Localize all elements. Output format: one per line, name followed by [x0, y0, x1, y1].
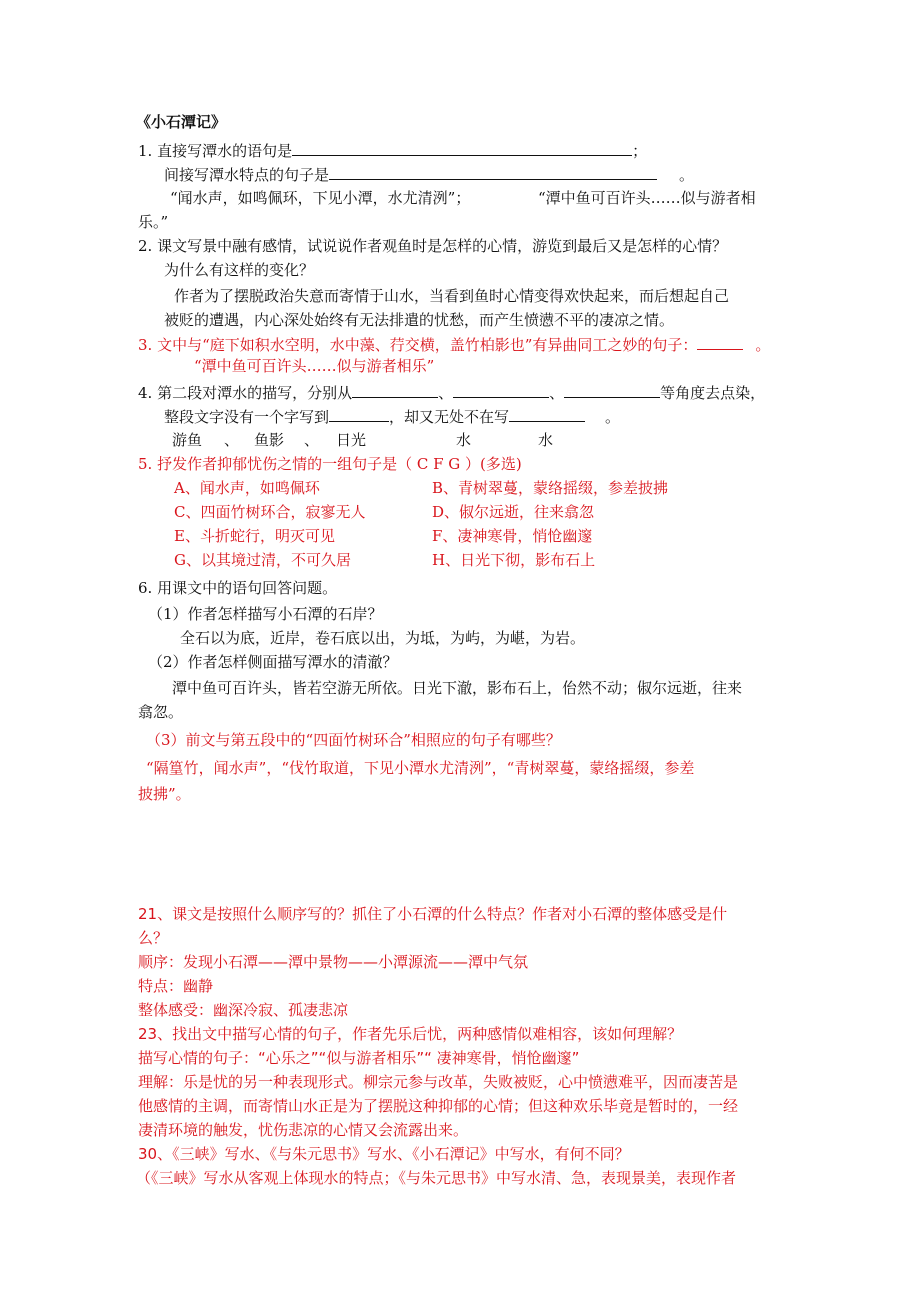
q23-explain-3: 凄清环境的触发，忧伤悲凉的心情又会流露出来。 [138, 1121, 469, 1139]
question-21-line-2: 么？ [138, 929, 169, 947]
q5-option-a: A、闻水声，如鸣佩环 [174, 479, 320, 497]
q2-answer-1: 作者为了摆脱政治失意而寄情于山水，当看到鱼时心情变得欢快起来，而后想起自己 [174, 287, 730, 305]
q1-answer-a: “闻水声，如鸣佩环，下见小潭，水尤清洌”； [170, 189, 471, 207]
q1-prompt-2: 间接写潭水特点的句子是 [164, 166, 330, 184]
question-2-line-2: 为什么有这样的变化？ [164, 261, 315, 279]
q4-answer-3: 日光 [336, 431, 367, 449]
question-6: 6. 用课文中的语句回答问题。 [138, 579, 338, 597]
q5-option-f: F、凄神寒骨，悄怆幽邃 [432, 527, 593, 545]
q23-explain-1: 理解：乐是忧的另一种表现形式。柳宗元参与改革，失败被贬，心中愤懑难平，因而凄苦是 [138, 1073, 739, 1091]
q4-answer-2: 鱼影 [254, 431, 285, 449]
q21-feature: 特点：幽静 [138, 977, 214, 995]
question-2-line-1: 2. 课文写景中融有感情，试说说作者观鱼时是怎样的心情，游览到最后又是怎样的心情？ [138, 237, 728, 255]
q4-blank-4 [329, 406, 389, 422]
q23-sentences: 描写心情的句子：“心乐之”“似与游者相乐”“ 凄神寒骨，悄怆幽邃” [138, 1049, 580, 1067]
q1-answer-blank-1 [292, 140, 632, 156]
q6-sub-3: （3）前文与第五段中的“四面竹树环合”相照应的句子有哪些？ [146, 731, 561, 749]
q4-blank-5 [509, 406, 585, 422]
q6-sub-3-answer-1: “隔篁竹，闻水声”，“伐竹取道，下见小潭水尤清洌”，“青树翠蔓，蒙络摇缀，参差 [146, 759, 695, 777]
q4-answer-5: 水 [538, 431, 554, 449]
question-1-line-2 [164, 164, 694, 185]
q4-punct: 。 [605, 408, 621, 426]
q3-prompt: 3. 文中与“庭下如积水空明，水中藻、荇交横，盖竹柏影也”有异曲同工之妙的句子： [138, 336, 698, 354]
q4-answer-sep-1: 、 [224, 431, 240, 449]
q4-prompt: 4. 第二段对潭水的描写，分别从 [138, 384, 353, 402]
q1-punct: ； [632, 142, 648, 160]
q5-option-d: D、俶尔远逝，往来翕忽 [432, 503, 595, 521]
q4-blank-1 [352, 382, 438, 398]
q2-answer-2: 被贬的遭遇，内心深处始终有无法排遣的忧愁，而产生愤懑不平的凄凉之情。 [164, 311, 675, 329]
q5-option-c: C、四面竹树环合，寂寥无人 [174, 503, 366, 521]
q4-prompt-2: 整段文字没有一个字写到 [164, 408, 330, 426]
q4-answer-4: 水 [456, 431, 472, 449]
question-4-line-1 [138, 382, 765, 403]
q3-punct: 。 [755, 336, 771, 354]
q1-prompt: 1. 直接写潭水的语句是 [138, 142, 293, 160]
q1-answer-c: 乐。” [138, 213, 169, 231]
q6-sub-2-answer-1: 潭中鱼可百许头，皆若空游无所依。日光下澈，影布石上，佁然不动；俶尔远逝，往来 [172, 679, 743, 697]
q30-answer: （《三峡》写水从客观上体现水的特点；《与朱元思书》中写水清、急，表现景美，表现作者 [136, 1169, 737, 1187]
q5-option-e: E、斗折蛇行，明灭可见 [174, 527, 335, 545]
q5-option-h: H、日光下彻，影布石上 [432, 551, 596, 569]
question-5: 5. 抒发作者抑郁忧伤之情的一组句子是（ C F G ）(多选) [138, 455, 522, 473]
question-4-line-2 [164, 406, 620, 427]
q21-feeling: 整体感受：幽深冷寂、孤凄悲凉 [138, 1001, 349, 1019]
question-30: 30、《三峡》写水、《与朱元思书》写水、《小石潭记》中写水，有何不同？ [138, 1145, 630, 1163]
q6-sub-2-answer-2: 翕忽。 [138, 703, 184, 721]
q23-explain-2: 他感情的主调，而寄情山水正是为了摆脱这种抑郁的心情；但这种欢乐毕竟是暂时的，一经 [138, 1097, 739, 1115]
q4-prompt-tail: 等角度去点染， [660, 384, 766, 402]
q4-answer-sep-2: 、 [304, 431, 320, 449]
q3-answer-blank [697, 334, 743, 350]
q3-answer: “潭中鱼可百许头……似与游者相乐” [194, 357, 435, 375]
q4-sep-1: 、 [438, 384, 454, 402]
question-3 [138, 334, 770, 355]
q4-answer-1: 游鱼 [172, 431, 203, 449]
q1-answer-b: “潭中鱼可百许头……似与游者相 [538, 189, 756, 207]
q1-punct-2: 。 [679, 166, 695, 184]
q4-sep-2: 、 [549, 384, 565, 402]
question-21-line-1: 21、课文是按照什么顺序写的？抓住了小石潭的什么特点？作者对小石潭的整体感受是什 [138, 905, 728, 923]
q6-sub-3-answer-2: 披拂”。 [138, 785, 191, 803]
q4-prompt-3: ，却又无处不在写 [389, 408, 510, 426]
q4-blank-3 [564, 382, 660, 398]
q5-option-b: B、青树翠蔓，蒙络摇缀，参差披拂 [432, 479, 669, 497]
q21-order: 顺序：发现小石潭——潭中景物——小潭源流——潭中气氛 [138, 953, 529, 971]
q1-answer-blank-2 [329, 164, 657, 180]
q4-blank-2 [453, 382, 549, 398]
q6-sub-1-answer: 全石以为底，近岸，卷石底以出，为坻，为屿，为嵁，为岩。 [180, 629, 586, 647]
doc-title: 《小石潭记》 [136, 113, 227, 131]
question-23: 23、找出文中描写心情的句子，作者先乐后忧，两种感情似难相容，该如何理解？ [138, 1025, 683, 1043]
q6-sub-2: （2）作者怎样侧面描写潭水的清澈？ [148, 653, 398, 671]
question-1-line-1 [138, 140, 647, 161]
q6-sub-1: （1）作者怎样描写小石潭的石岸？ [148, 605, 383, 623]
q5-option-g: G、以其境过清，不可久居 [174, 551, 351, 569]
